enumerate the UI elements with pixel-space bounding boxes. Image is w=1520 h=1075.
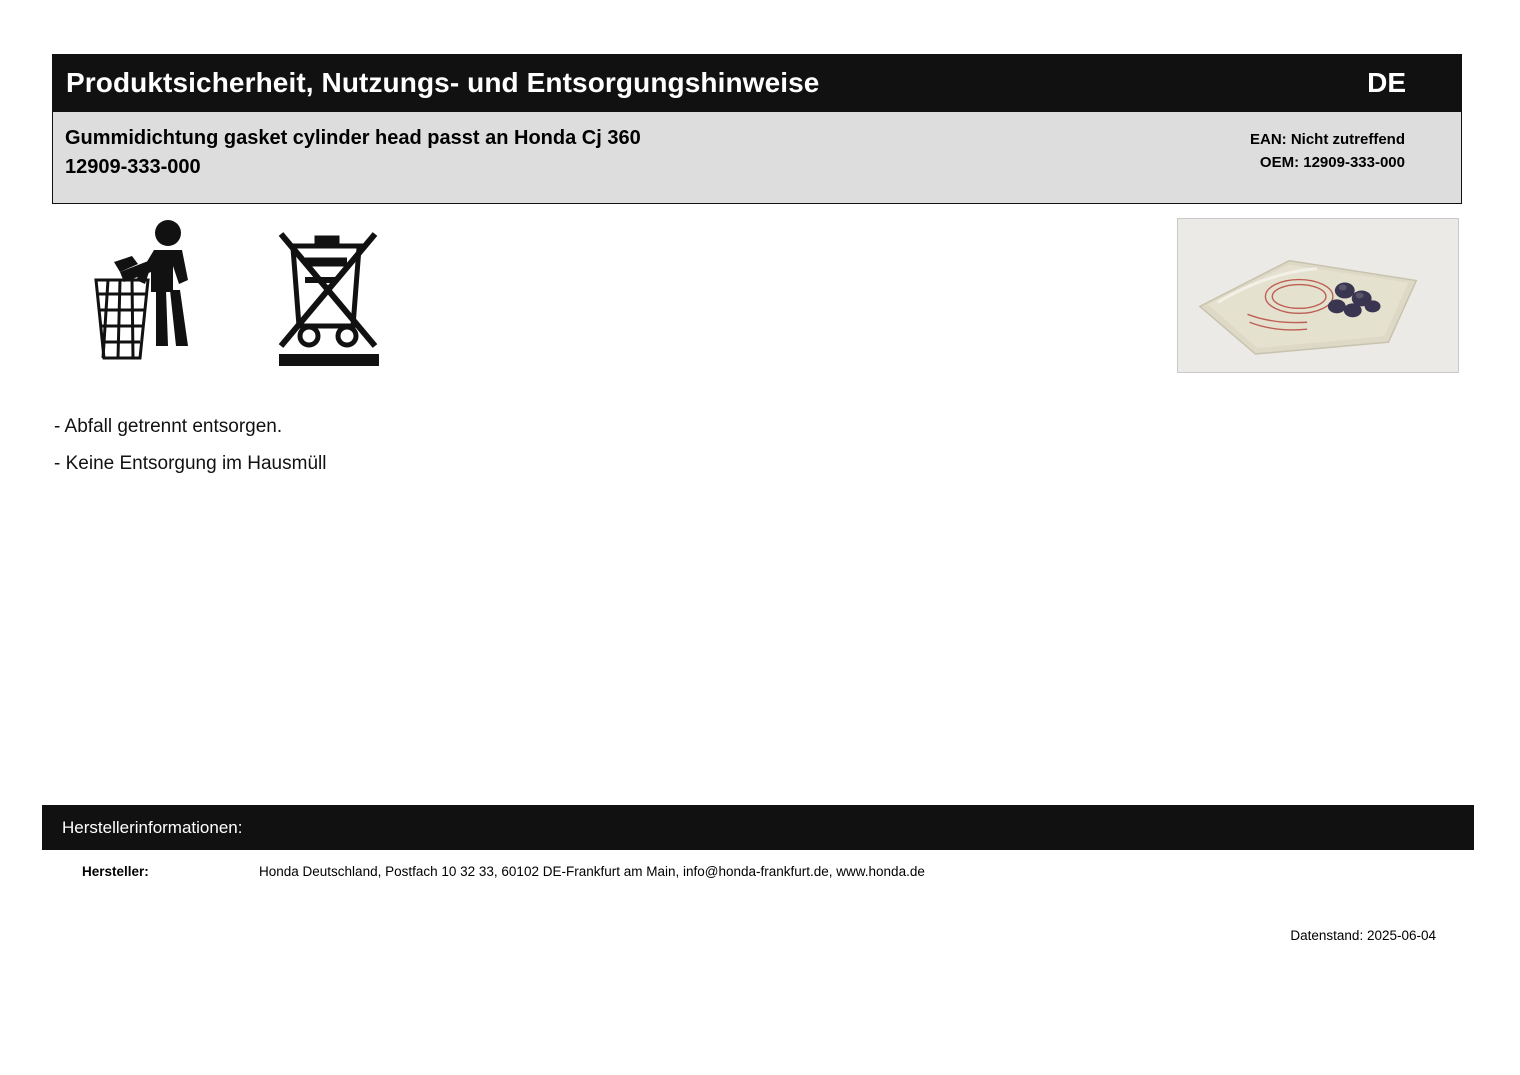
product-photo [1177, 218, 1459, 373]
weee-crossed-out-wheelie-bin-icon [271, 218, 396, 370]
list-item: - Abfall getrennt entsorgen. [54, 416, 283, 437]
manufacturer-section-label: Herstellerinformationen: [62, 817, 243, 837]
product-name: Gummidichtung gasket cylinder head passt an Honda Cj 360 [65, 127, 641, 149]
ean-label: EAN: Nicht zutreffend [1250, 131, 1405, 148]
oem-label: OEM: 12909-333-000 [1259, 154, 1405, 171]
manufacturer-value: Honda Deutschland, Postfach 10 32 33, 60102 DE-Frankfurt am Main, info@honda-frankfurt.de, www.honda.de [259, 864, 925, 879]
disposal-notes [54, 408, 954, 482]
list-item: - Keine Entsorgung im Hausmüll [54, 453, 327, 474]
datestamp: Datenstand: 2025-06-04 [1290, 928, 1436, 943]
product-codes [1250, 128, 1405, 174]
product-sku: 12909-333-000 [65, 156, 201, 178]
manufacturer-row [42, 860, 1474, 890]
page-title: Produktsicherheit, Nutzungs- und Entsorgungshinweise [66, 67, 820, 98]
manufacturer-key: Hersteller: [82, 864, 149, 879]
language-badge: DE [1367, 67, 1406, 98]
product-header [52, 112, 1462, 204]
product-identity [65, 124, 1065, 182]
pictogram-row [84, 218, 396, 370]
manufacturer-section-header [42, 805, 1474, 850]
header-bar [52, 54, 1462, 112]
dispose-in-bin-icon [84, 218, 209, 370]
